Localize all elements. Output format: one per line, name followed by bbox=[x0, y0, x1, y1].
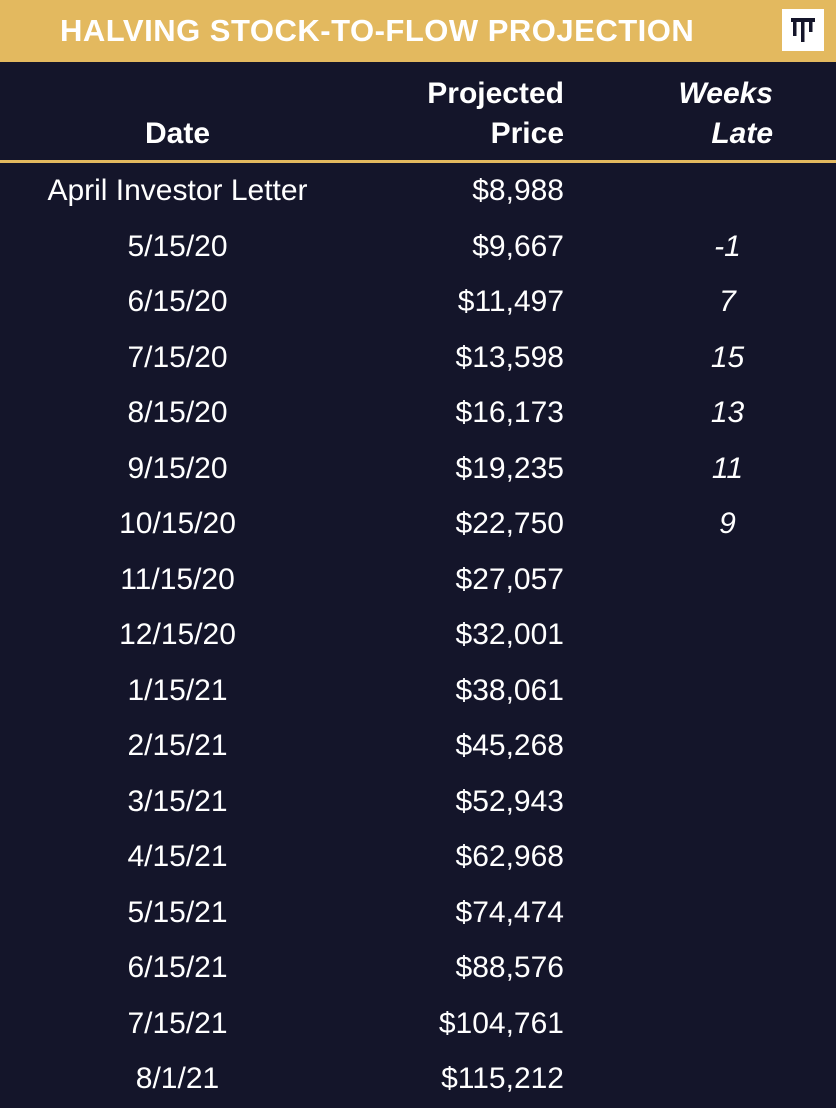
table-row bbox=[0, 607, 836, 663]
cell-date: 5/15/20 bbox=[127, 229, 228, 263]
cell-projected-price: $16,173 bbox=[455, 396, 564, 429]
cell-weeks-late bbox=[680, 663, 775, 719]
cell-weeks-late bbox=[680, 552, 775, 608]
cell-weeks-late: 15 bbox=[710, 340, 745, 374]
title-bar bbox=[0, 0, 836, 62]
cell-date: 6/15/21 bbox=[127, 951, 228, 984]
cell-date: 12/15/20 bbox=[119, 618, 236, 651]
cell-weeks-late bbox=[680, 1051, 775, 1107]
header-weeks-line2: Late bbox=[711, 117, 773, 150]
cell-projected-price: $88,576 bbox=[455, 951, 564, 984]
cell-date: 2/15/21 bbox=[127, 729, 228, 762]
cell-weeks-late bbox=[680, 774, 775, 830]
cell-weeks-late: 11 bbox=[711, 451, 744, 485]
table-row bbox=[0, 330, 836, 386]
table-row bbox=[0, 829, 836, 885]
cell-weeks-late bbox=[680, 996, 775, 1052]
table-row bbox=[0, 496, 836, 552]
cell-date: 6/15/20 bbox=[127, 285, 228, 318]
cell-projected-price: $45,268 bbox=[455, 729, 564, 762]
table-title: HALVING STOCK-TO-FLOW PROJECTION bbox=[60, 13, 695, 48]
cell-date: 10/15/20 bbox=[119, 507, 236, 540]
cell-projected-price: $27,057 bbox=[455, 562, 564, 596]
cell-projected-price: $104,761 bbox=[438, 1006, 564, 1040]
cell-projected-price: $19,235 bbox=[455, 451, 564, 485]
table-row bbox=[0, 996, 836, 1052]
brand-logo-icon bbox=[782, 9, 824, 51]
table-row bbox=[0, 663, 836, 719]
cell-weeks-late bbox=[680, 718, 775, 774]
table-row bbox=[0, 885, 836, 941]
table-row bbox=[0, 940, 836, 996]
cell-weeks-late bbox=[680, 885, 775, 941]
table-row bbox=[0, 552, 836, 608]
cell-date: 7/15/21 bbox=[127, 1006, 228, 1040]
cell-date: 8/1/21 bbox=[135, 1062, 220, 1095]
table-row bbox=[0, 1051, 836, 1107]
table-row bbox=[0, 385, 836, 441]
cell-weeks-late: 7 bbox=[719, 285, 736, 318]
header-weeks-line1: Weeks bbox=[678, 77, 773, 110]
cell-weeks-late: 13 bbox=[710, 396, 745, 429]
cell-projected-price: $13,598 bbox=[455, 340, 564, 374]
cell-projected-price: $38,061 bbox=[455, 673, 564, 707]
cell-projected-price: $62,968 bbox=[455, 840, 564, 873]
cell-projected-price: $9,667 bbox=[472, 229, 564, 263]
cell-date: 8/15/20 bbox=[127, 396, 228, 429]
table-body bbox=[0, 163, 836, 1107]
cell-projected-price: $22,750 bbox=[455, 507, 564, 540]
header-price-line2: Price bbox=[490, 117, 564, 150]
header-date: Date bbox=[144, 117, 211, 150]
table-row bbox=[0, 274, 836, 330]
cell-date: 1/15/21 bbox=[127, 673, 228, 707]
table-row bbox=[0, 441, 836, 497]
cell-weeks-late bbox=[680, 607, 775, 663]
brand-logo-glyph bbox=[782, 9, 824, 51]
cell-weeks-late: -1 bbox=[714, 229, 741, 263]
cell-projected-price: $11,497 bbox=[457, 285, 564, 318]
cell-date: 9/15/20 bbox=[127, 451, 228, 485]
cell-projected-price: $8,988 bbox=[472, 174, 564, 207]
cell-projected-price: $32,001 bbox=[455, 618, 564, 651]
cell-date: 3/15/21 bbox=[127, 784, 228, 818]
header-price-line1: Projected bbox=[427, 77, 564, 110]
cell-date: 4/15/21 bbox=[127, 840, 228, 873]
cell-weeks-late: 9 bbox=[719, 507, 736, 540]
cell-weeks-late bbox=[680, 829, 775, 885]
cell-date: 11/15/20 bbox=[120, 562, 235, 596]
table-row bbox=[0, 774, 836, 830]
cell-projected-price: $74,474 bbox=[455, 895, 564, 929]
cell-date: 5/15/21 bbox=[127, 895, 228, 929]
cell-date: April Investor Letter bbox=[47, 174, 308, 207]
cell-date: 7/15/20 bbox=[127, 340, 228, 374]
cell-weeks-late bbox=[680, 940, 775, 996]
cell-weeks-late bbox=[680, 163, 775, 219]
table-row bbox=[0, 163, 836, 219]
table-row bbox=[0, 718, 836, 774]
cell-projected-price: $115,212 bbox=[441, 1062, 564, 1095]
table-row bbox=[0, 219, 836, 275]
cell-projected-price: $52,943 bbox=[455, 784, 564, 818]
